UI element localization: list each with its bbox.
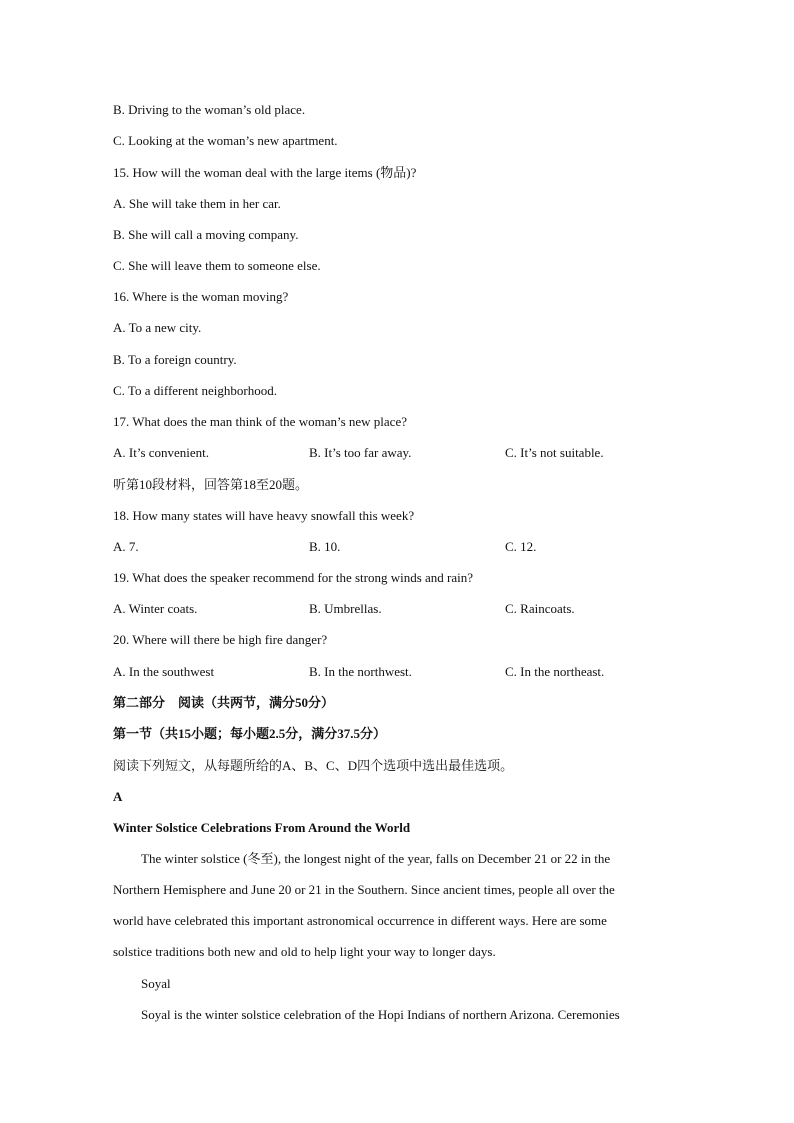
section-heading: 第一节（共15小题；每小题2.5分，满分37.5分） [113,726,387,741]
q20-option-a: A. In the southwest [113,664,215,679]
q16-option-b: B. To a foreign country. [113,352,237,367]
q18-option-c: C. 12. [505,539,537,554]
paragraph-line: Northern Hemisphere and June 20 or 21 in the Southern. Since ancient times, people all over the [113,882,615,897]
subheading-soyal: Soyal [141,976,171,991]
q18-option-b: B. 10. [309,539,341,554]
reading-instruction: 阅读下列短文，从每题所给的A、B、C、D四个选项中选出最佳选项。 [113,758,514,773]
option-line: C. Looking at the woman’s new apartment. [113,133,338,148]
paragraph-line: The winter solstice (冬至), the longest night of the year, falls on December 21 or 22 in the [141,851,611,866]
question-20: 20. Where will there be high fire danger? [113,632,328,647]
question-18: 18. How many states will have heavy snowfall this week? [113,508,415,523]
part-heading: 第二部分 阅读（共两节，满分50分） [113,695,335,710]
question-16: 16. Where is the woman moving? [113,289,289,304]
q18-option-a: A. 7. [113,539,139,554]
question-15: 15. How will the woman deal with the large items (物品)? [113,165,417,180]
q17-option-b: B. It’s too far away. [309,445,412,460]
q19-options [113,601,713,617]
q20-option-c: C. In the northeast. [505,664,605,679]
q19-option-b: B. Umbrellas. [309,601,382,616]
paragraph-line: Soyal is the winter solstice celebration of the Hopi Indians of northern Arizona. Ceremonies [141,1007,620,1022]
q19-option-c: C. Raincoats. [505,601,575,616]
q15-option-b: B. She will call a moving company. [113,227,299,242]
option-line: B. Driving to the woman’s old place. [113,102,306,117]
q20-options [113,664,713,680]
q16-option-a: A. To a new city. [113,320,202,335]
q17-option-c: C. It’s not suitable. [505,445,604,460]
question-17: 17. What does the man think of the woman’s new place? [113,414,407,429]
q20-option-b: B. In the northwest. [309,664,412,679]
paragraph-line: solstice traditions both new and old to help light your way to longer days. [113,944,496,959]
q17-option-a: A. It’s convenient. [113,445,210,460]
q15-option-a: A. She will take them in her car. [113,196,281,211]
q18-options [113,539,713,555]
section-instruction-10: 听第10段材料，回答第18至20题。 [113,477,309,492]
q17-options [113,445,713,461]
paragraph-line: world have celebrated this important astronomical occurrence in different ways. Here are some [113,913,607,928]
passage-letter: A [113,789,123,804]
q19-option-a: A. Winter coats. [113,601,198,616]
q15-option-c: C. She will leave them to someone else. [113,258,321,273]
question-19: 19. What does the speaker recommend for the strong winds and rain? [113,570,474,585]
passage-title: Winter Solstice Celebrations From Around the World [113,820,411,835]
q16-option-c: C. To a different neighborhood. [113,383,277,398]
